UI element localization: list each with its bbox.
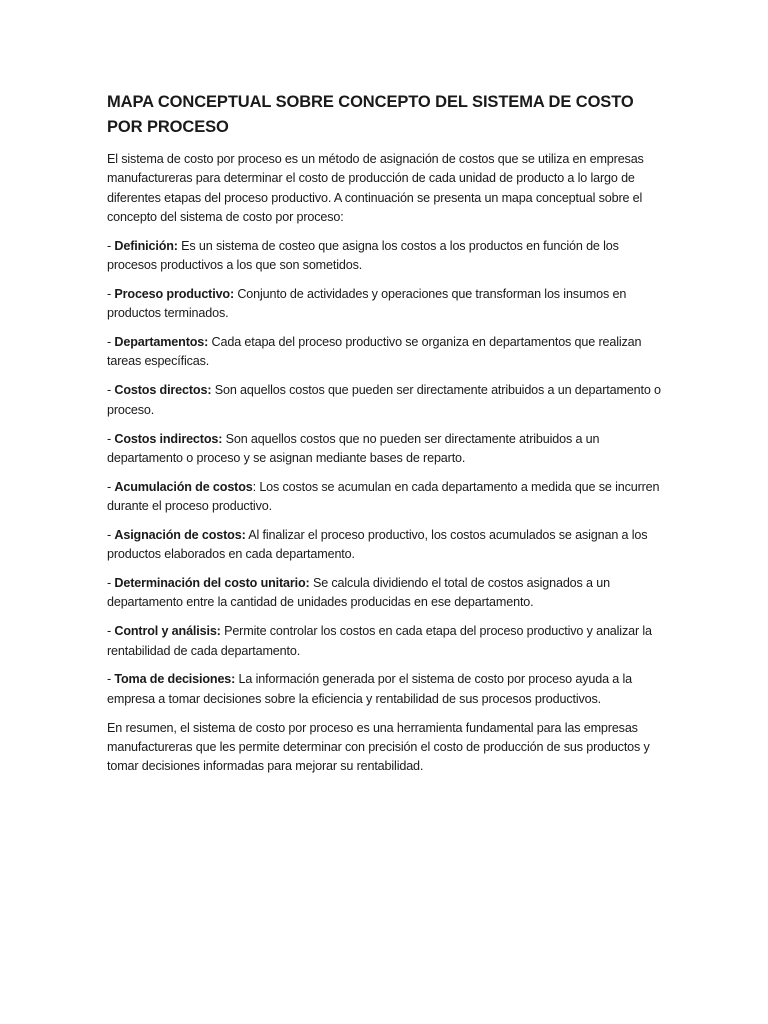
- item-text: Permite controlar los costos en cada etapa del proceso productivo y analizar la rentabilidad de cada departamento.: [107, 624, 652, 658]
- conclusion-paragraph: En resumen, el sistema de costo por proceso es una herramienta fundamental para las empresas manufactureras que les permite determinar con precisión el costo de producción de sus productos y tomar decisiones informadas para mejorar su rentabilidad.: [107, 720, 650, 774]
- item-prefix: -: [107, 576, 115, 591]
- intro-paragraph: El sistema de costo por proceso es un método de asignación de costos que se utiliza en empresas manufactureras para determinar el costo de producción de cada unidad de producto a lo largo de diferentes etapas del proceso productivo. A continuación se presenta un mapa conceptual sobre el concepto del sistema de costo por proceso:: [107, 152, 644, 224]
- item-costos-indirectos: [107, 430, 663, 469]
- item-prefix: -: [107, 286, 115, 301]
- item-prefix: -: [107, 527, 115, 542]
- item-text: Se calcula dividiendo el total de costos asignados a un departamento entre la cantidad de unidades producidas en ese departamento.: [107, 576, 610, 610]
- item-prefix: -: [107, 479, 115, 494]
- item-text: : Los costos se acumulan en cada departamento a medida que se incurren durante el proceso productivo.: [107, 479, 660, 514]
- item-term: Determinación del costo unitario:: [114, 576, 310, 591]
- item-prefix: -: [107, 624, 115, 639]
- item-prefix: -: [107, 383, 115, 398]
- item-prefix: -: [107, 672, 115, 687]
- item-text: Son aquellos costos que no pueden ser directamente atribuidos a un departamento o proceso y se asignan mediante bases de reparto.: [107, 431, 600, 465]
- item-costos-directos: [107, 381, 663, 420]
- document-page: [107, 90, 663, 786]
- item-costo-unitario: [107, 574, 663, 613]
- item-prefix: -: [107, 335, 115, 350]
- item-term: Toma de decisiones:: [114, 672, 236, 687]
- item-text: Es un sistema de costeo que asigna los costos a los productos en función de los procesos productivos a los que son sometidos.: [107, 238, 619, 273]
- item-proceso-productivo: [107, 285, 663, 324]
- item-text: Son aquellos costos que pueden ser directamente atribuidos a un departamento o proceso.: [107, 383, 661, 417]
- item-term: Control y análisis:: [114, 624, 221, 639]
- item-term: Acumulación de costos: [114, 479, 253, 494]
- item-text: Conjunto de actividades y operaciones que transforman los insumos en productos terminados.: [107, 286, 627, 321]
- item-term: Costos directos:: [114, 383, 212, 398]
- item-asignacion-costos: [107, 526, 663, 565]
- item-definicion: [107, 237, 663, 276]
- item-toma-decisiones: [107, 670, 663, 709]
- item-term: Asignación de costos:: [114, 527, 246, 542]
- item-text: Al finalizar el proceso productivo, los costos acumulados se asignan a los productos elaborados en cada departamento.: [107, 527, 648, 562]
- item-term: Departamentos:: [114, 335, 209, 350]
- item-term: Definición:: [114, 238, 178, 253]
- item-prefix: -: [107, 431, 115, 446]
- item-departamentos: [107, 333, 663, 372]
- item-term: Proceso productivo:: [114, 286, 235, 301]
- item-control-analisis: [107, 622, 663, 661]
- item-text: La información generada por el sistema de costo por proceso ayuda a la empresa a tomar decisiones sobre la eficiencia y rentabilidad de sus procesos productivos.: [107, 672, 632, 706]
- document-title: MAPA CONCEPTUAL SOBRE CONCEPTO DEL SISTEMA DE COSTO POR PROCESO: [107, 93, 634, 136]
- item-prefix: -: [107, 238, 115, 253]
- item-text: Cada etapa del proceso productivo se organiza en departamentos que realizan tareas específicas.: [107, 335, 642, 369]
- item-term: Costos indirectos:: [114, 431, 223, 446]
- item-acumulacion-costos: [107, 478, 663, 517]
